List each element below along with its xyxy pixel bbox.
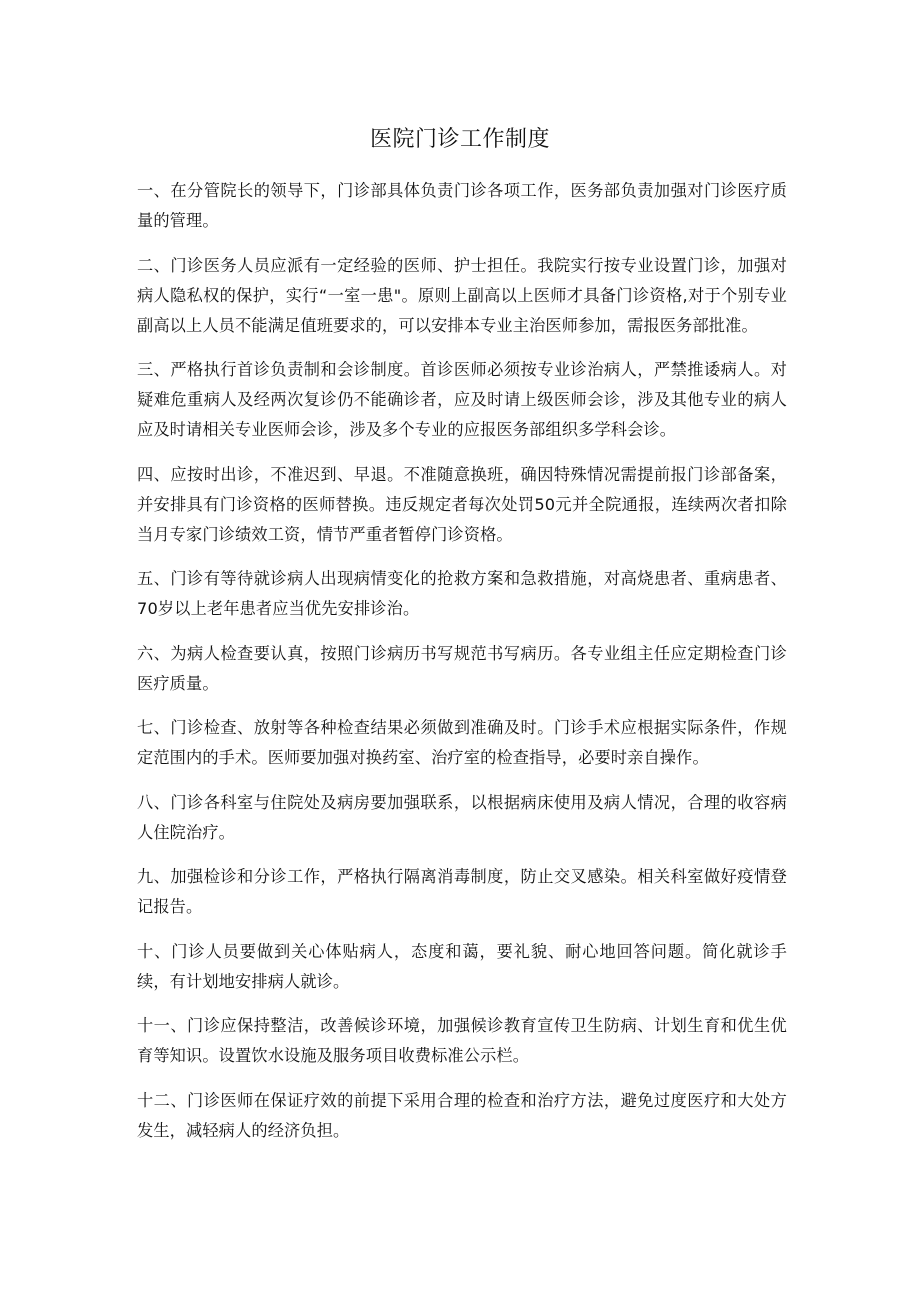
clause-3: 三、严格执行首诊负责制和会诊制度。首诊医师必须按专业诊治病人，严禁推诿病人。对疑难危重病人及经两次复诊仍不能确诊者，应及时请上级医师会诊，涉及其他专业的病人应及时请相关专业医师会诊，涉及多个专业的应报医务部组织多学科会诊。 bbox=[137, 360, 787, 439]
clause-1: 一、在分管院长的领导下，门诊部具体负责门诊各项工作，医务部负责加强对门诊医疗质量的管理。 bbox=[137, 181, 787, 230]
clause-4: 四、应按时出诊，不准迟到、早退。不准随意换班，确因特殊情况需提前报门诊部备案，并安排具有门诊资格的医师替换。违反规定者每次处罚50元并全院通报，连续两次者扣除当月专家门诊绩效工资，情节严重者暂停门诊资格。 bbox=[137, 464, 787, 544]
clause-9: 九、加强检诊和分诊工作，严格执行隔离消毒制度，防止交叉感染。相关科室做好疫情登记报告。 bbox=[137, 867, 787, 916]
clause-11: 十一、门诊应保持整洁，改善候诊环境，加强候诊教育宣传卫生防病、计划生育和优生优育等知识。设置饮水设施及服务项目收费标准公示栏。 bbox=[137, 1016, 787, 1065]
clause-12: 十二、门诊医师在保证疗效的前提下采用合理的检查和治疗方法，避免过度医疗和大处方发生，减轻病人的经济负担。 bbox=[137, 1090, 787, 1140]
clause-list bbox=[137, 176, 787, 1160]
clause-2: 二、门诊医务人员应派有一定经验的医师、护士担任。我院实行按专业设置门诊，加强对病人隐私权的保护，实行“一室一患"。原则上副高以上医师才具备门诊资格,对于个别专业副高以上人员不能满足值班要求的，可以安排本专业主治医师参加，需报医务部批准。 bbox=[137, 255, 787, 335]
clause-8: 八、门诊各科室与住院处及病房要加强联系，以根据病床使用及病人情况，合理的收容病人住院治疗。 bbox=[137, 792, 787, 842]
clause-7: 七、门诊检查、放射等各种检查结果必须做到准确及时。门诊手术应根据实际条件，作规定范围内的手术。医师要加强对换药室、治疗室的检查指导，必要时亲自操作。 bbox=[137, 718, 787, 767]
clause-10: 十、门诊人员要做到关心体贴病人，态度和蔼，要礼貌、耐心地回答问题。简化就诊手续，有计划地安排病人就诊。 bbox=[137, 941, 787, 991]
page-title: 医院门诊工作制度 bbox=[369, 127, 550, 152]
clause-6: 六、为病人检查要认真，按照门诊病历书写规范书写病历。各专业组主任应定期检查门诊医疗质量。 bbox=[137, 643, 787, 693]
clause-5: 五、门诊有等待就诊病人出现病情变化的抢救方案和急救措施，对高烧患者、重病患者、70岁以上老年患者应当优先安排诊治。 bbox=[137, 569, 787, 618]
